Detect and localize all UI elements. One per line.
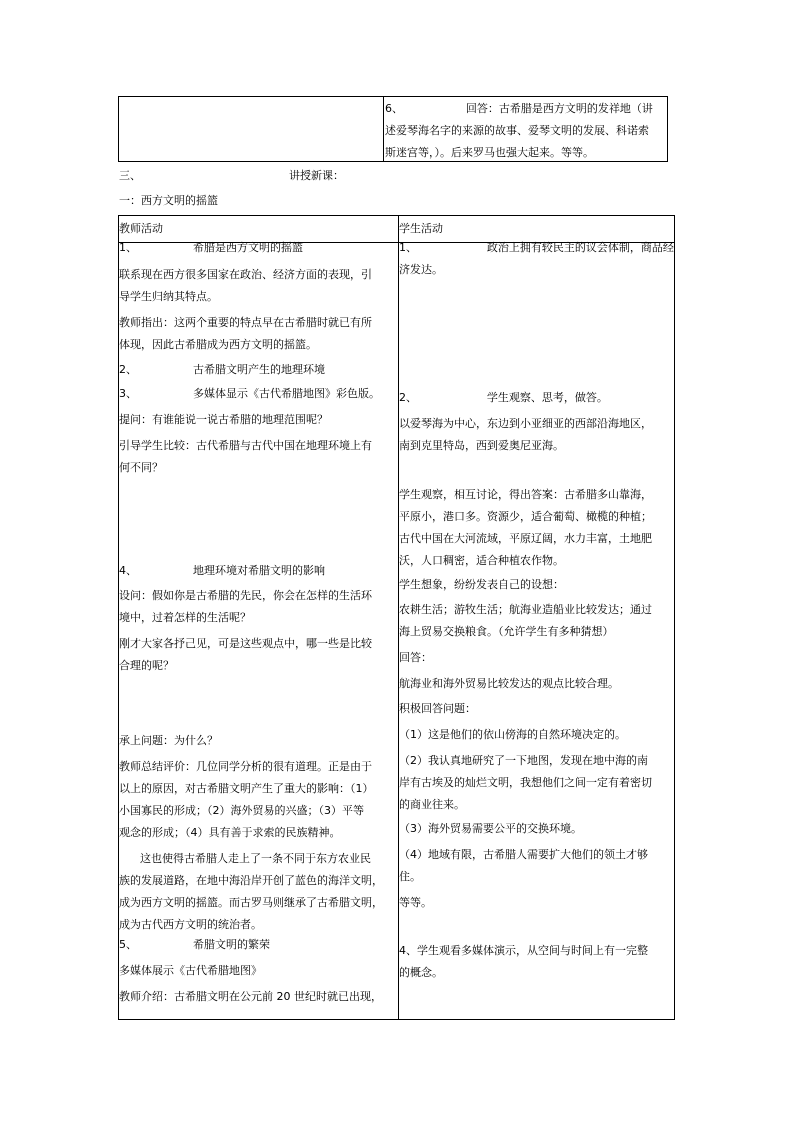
text-line: 设问：假如你是古希腊的先民，你会在怎样的生活环 [119, 589, 372, 602]
text-line: 海上贸易交换粮食。（允许学生有多种猜想） [399, 625, 614, 638]
text-line: 承上问题：为什么？ [119, 734, 218, 747]
text-line: 航海业和海外贸易比较发达的观点比较合理。 [399, 677, 619, 690]
text-line: 4、 地理环境对希腊文明的影响 [119, 564, 325, 577]
text-line: 教师总结评价：几位同学分析的很有道理。正是由于 [119, 760, 372, 773]
text-line: 体现，因此古希腊成为西方文明的摇篮。 [119, 338, 317, 351]
text-line: （2）我认真地研究了一下地图，发现在地中海的南 [399, 754, 648, 767]
text-line: 等等。 [399, 896, 432, 909]
text-line: 学生观察，相互讨论，得出答案：古希腊多山靠海， [399, 488, 652, 501]
text-line: 的概念。 [399, 966, 443, 979]
text-line: 境中，过着怎样的生活呢？ [119, 611, 251, 624]
text-line: 岸有古埃及的灿烂文明，我想他们之间一定有着密切 [399, 776, 652, 789]
text-line: 的商业往来。 [399, 798, 465, 811]
text-line: 农耕生活；游牧生活；航海业造船业比较发达；通过 [399, 603, 652, 616]
text-line: 提问：有谁能说一说古希腊的地理范围呢？ [119, 413, 328, 426]
text-line: 古代中国在大河流域，平原辽阔，水力丰富，土地肥 [399, 532, 652, 545]
text-line: 何不同？ [119, 461, 163, 474]
section-subtitle: 一：西方文明的摇篮 [119, 194, 218, 207]
text-line: 沃，人口稠密，适合种植农作物。 [399, 554, 564, 567]
text-line: 回答： [399, 651, 432, 664]
top-table-divider [383, 97, 384, 161]
text-line: 学生想象，纷纷发表自己的设想： [399, 578, 564, 591]
section-title: 讲授新课： [289, 169, 344, 182]
text-line: 济发达。 [399, 263, 443, 276]
text-line: 这也使得古希腊人走上了一条不同于东方农业民 [119, 852, 371, 865]
text-line: 族的发展道路，在地中海沿岸开创了蓝色的海洋文明， [119, 874, 383, 887]
text-line: （4）地域有限，古希腊人需要扩大他们的领土才够 [399, 848, 648, 861]
header-student-activity: 学生活动 [399, 222, 443, 235]
text-line: 3、 多媒体显示《古代希腊地图》彩色版。 [119, 387, 380, 400]
text-line: 2、 学生观察、思考，做答。 [399, 391, 608, 404]
text-line: 教师介绍：古希腊文明在公元前 20 世纪时就已出现， [119, 990, 382, 1003]
text-line: 以爱琴海为中心，东边到小亚细亚的西部沿海地区， [399, 417, 652, 430]
text-line: 1、 希腊是西方文明的摇篮 [119, 241, 303, 254]
text-line: 多媒体展示《古代希腊地图》 [119, 964, 262, 977]
text-line: 平原小，港口多。资源少，适合葡萄、橄榄的种植； [399, 510, 652, 523]
text-line: 导学生归纳其特点。 [119, 290, 218, 303]
text-line: 合理的呢？ [119, 659, 174, 672]
text-line: 以上的原因，对古希腊文明产生了重大的影响：（1） [119, 782, 374, 795]
text-line: 小国寡民的形成；（2）海外贸易的兴盛；（3）平等 [119, 804, 364, 817]
section-heading [119, 169, 344, 183]
text-line: 刚才大家各抒己见，可是这些观点中，哪一些是比较 [119, 637, 372, 650]
text-line: （3）海外贸易需要公平的交换环境。 [399, 822, 582, 835]
top-table-line: 斯迷宫等，）。后来罗马也强大起来。等等。 [385, 146, 594, 159]
text-line: 5、 希腊文明的繁荣 [119, 938, 270, 951]
text-line: 联系现在西方很多国家在政治、经济方面的表现，引 [119, 268, 372, 281]
text-line: 4、学生观看多媒体演示，从空间与时间上有一完整 [399, 944, 648, 957]
text-line: （1）这是他们的依山傍海的自然环境决定的。 [399, 728, 626, 741]
section-number: 三、 [119, 169, 141, 182]
header-teacher-activity: 教师活动 [119, 222, 163, 235]
text-line: 南到克里特岛，西到爱奥尼亚海。 [399, 439, 564, 452]
text-line: 1、 政治上拥有较民主的议会体制，商品经 [399, 241, 674, 254]
text-line: 住。 [399, 870, 421, 883]
text-line: 积极回答问题： [399, 702, 476, 715]
text-line: 教师指出：这两个重要的特点早在古希腊时就已有所 [119, 316, 372, 329]
top-table-line: 述爱琴海名字的来源的故事、爱琴文明的发展、科诺索 [385, 124, 649, 137]
text-line: 成为西方文明的摇篮。而古罗马则继承了古希腊文明， [119, 896, 383, 909]
text-line: 观念的形成；（4）具有善于求索的民族精神。 [119, 826, 341, 839]
top-table-line: 6、 回答：古希腊是西方文明的发祥地（讲 [385, 102, 653, 115]
text-line: 引导学生比较：古代希腊与古代中国在地理环境上有 [119, 439, 372, 452]
text-line: 成为古代西方文明的统治者。 [119, 918, 262, 931]
text-line: 2、 古希腊文明产生的地理环境 [119, 363, 325, 376]
